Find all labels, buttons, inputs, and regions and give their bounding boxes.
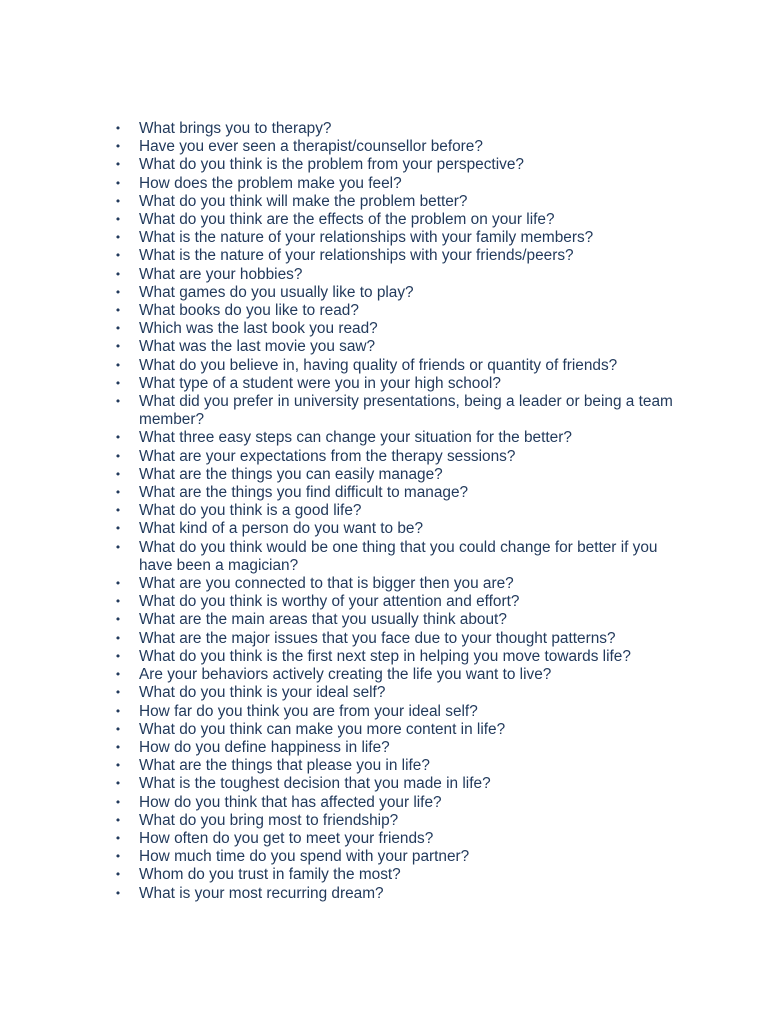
question-text: What is your most recurring dream? xyxy=(139,884,384,902)
bullet-icon: • xyxy=(114,886,122,900)
list-item xyxy=(0,539,684,575)
question-text: What are the things that please you in life? xyxy=(139,757,430,775)
question-text: What is the nature of your relationships with your family members? xyxy=(139,229,594,247)
bullet-icon: • xyxy=(114,831,122,845)
bullet-icon: • xyxy=(114,795,122,809)
list-item xyxy=(0,721,684,739)
question-text: What do you think are the effects of the problem on your life? xyxy=(139,211,555,229)
question-text: Whom do you trust in family the most? xyxy=(139,866,401,884)
bullet-icon: • xyxy=(114,267,122,281)
bullet-icon: • xyxy=(114,376,122,390)
list-item xyxy=(0,229,684,247)
question-text: What kind of a person do you want to be? xyxy=(139,520,424,538)
question-text: What do you think is your ideal self? xyxy=(139,684,386,702)
bullet-icon: • xyxy=(114,322,122,336)
bullet-icon: • xyxy=(114,194,122,208)
question-text: Are your behaviors actively creating the life you want to live? xyxy=(139,666,552,684)
question-text: How far do you think you are from your ideal self? xyxy=(139,702,478,720)
list-item xyxy=(0,520,684,538)
question-list xyxy=(0,120,768,903)
list-item xyxy=(0,393,684,429)
list-item xyxy=(0,866,684,884)
bullet-icon: • xyxy=(114,595,122,609)
list-item xyxy=(0,466,684,484)
list-item xyxy=(0,794,684,812)
bullet-icon: • xyxy=(114,704,122,718)
question-text: What is the nature of your relationships with your friends/peers? xyxy=(139,247,574,265)
list-item xyxy=(0,848,684,866)
question-text: What books do you like to read? xyxy=(139,302,359,320)
list-item xyxy=(0,739,684,757)
list-item xyxy=(0,284,684,302)
list-item xyxy=(0,175,684,193)
bullet-icon: • xyxy=(114,158,122,172)
question-text: What are your expectations from the therapy sessions? xyxy=(139,447,516,465)
bullet-icon: • xyxy=(114,613,122,627)
bullet-icon: • xyxy=(114,740,122,754)
bullet-icon: • xyxy=(114,522,122,536)
question-text: Have you ever seen a therapist/counsellor before? xyxy=(139,138,483,156)
question-text: What are you connected to that is bigger then you are? xyxy=(139,575,514,593)
list-item xyxy=(0,630,684,648)
list-item xyxy=(0,575,684,593)
list-item xyxy=(0,357,684,375)
list-item xyxy=(0,302,684,320)
list-item xyxy=(0,120,684,138)
bullet-icon: • xyxy=(114,777,122,791)
bullet-icon: • xyxy=(114,213,122,227)
list-item xyxy=(0,830,684,848)
question-text: What was the last movie you saw? xyxy=(139,338,376,356)
list-item xyxy=(0,812,684,830)
list-item xyxy=(0,703,684,721)
bullet-icon: • xyxy=(114,631,122,645)
question-text: What do you think will make the problem better? xyxy=(139,192,468,210)
list-item xyxy=(0,429,684,447)
question-text: What did you prefer in university presentations, being a leader or being a team member? xyxy=(139,393,673,429)
bullet-icon: • xyxy=(114,395,122,409)
question-text: What do you think would be one thing that you could change for better if you have been a magician? xyxy=(139,538,658,574)
bullet-icon: • xyxy=(114,358,122,372)
question-text: How much time do you spend with your partner? xyxy=(139,848,470,866)
question-text: What do you think is worthy of your attention and effort? xyxy=(139,593,520,611)
list-item xyxy=(0,448,684,466)
list-item xyxy=(0,684,684,702)
list-item xyxy=(0,320,684,338)
bullet-icon: • xyxy=(114,449,122,463)
list-item xyxy=(0,266,684,284)
list-item xyxy=(0,885,684,903)
question-text: What are the things you can easily manage? xyxy=(139,465,443,483)
bullet-icon: • xyxy=(114,231,122,245)
question-text: What three easy steps can change your situation for the better? xyxy=(139,429,572,447)
question-text: How do you think that has affected your life? xyxy=(139,793,442,811)
bullet-icon: • xyxy=(114,577,122,591)
question-text: What are the major issues that you face due to your thought patterns? xyxy=(139,629,616,647)
question-text: What do you believe in, having quality of friends or quantity of friends? xyxy=(139,356,618,374)
list-item xyxy=(0,338,684,356)
question-text: What games do you usually like to play? xyxy=(139,283,414,301)
bullet-icon: • xyxy=(114,868,122,882)
list-item xyxy=(0,775,684,793)
bullet-icon: • xyxy=(114,486,122,500)
question-text: What do you bring most to friendship? xyxy=(139,811,399,829)
list-item xyxy=(0,375,684,393)
question-text: How often do you get to meet your friends? xyxy=(139,829,434,847)
list-item xyxy=(0,502,684,520)
list-item xyxy=(0,211,684,229)
bullet-icon: • xyxy=(114,467,122,481)
bullet-icon: • xyxy=(114,540,122,554)
question-text: How does the problem make you feel? xyxy=(139,174,402,192)
list-item xyxy=(0,193,684,211)
bullet-icon: • xyxy=(114,759,122,773)
question-text: How do you define happiness in life? xyxy=(139,738,390,756)
question-text: What are the things you find difficult to manage? xyxy=(139,484,469,502)
list-item xyxy=(0,247,684,265)
question-text: What do you think is a good life? xyxy=(139,502,362,520)
list-item xyxy=(0,666,684,684)
question-text: What is the toughest decision that you made in life? xyxy=(139,775,491,793)
list-item xyxy=(0,611,684,629)
bullet-icon: • xyxy=(114,249,122,263)
bullet-icon: • xyxy=(114,122,122,135)
question-text: What are the main areas that you usually think about? xyxy=(139,611,507,629)
bullet-icon: • xyxy=(114,285,122,299)
bullet-icon: • xyxy=(114,176,122,190)
bullet-icon: • xyxy=(114,340,122,354)
question-text: What do you think is the problem from your perspective? xyxy=(139,156,524,174)
question-text: What are your hobbies? xyxy=(139,265,303,283)
list-item xyxy=(0,593,684,611)
bullet-icon: • xyxy=(114,686,122,700)
bullet-icon: • xyxy=(114,431,122,445)
bullet-icon: • xyxy=(114,304,122,318)
question-text: What do you think can make you more content in life? xyxy=(139,720,506,738)
question-text: Which was the last book you read? xyxy=(139,320,378,338)
bullet-icon: • xyxy=(114,668,122,682)
list-item xyxy=(0,648,684,666)
bullet-icon: • xyxy=(114,504,122,518)
list-item xyxy=(0,138,684,156)
bullet-icon: • xyxy=(114,722,122,736)
list-item xyxy=(0,757,684,775)
bullet-icon: • xyxy=(114,649,122,663)
question-text: What do you think is the first next step in helping you move towards life? xyxy=(139,647,631,665)
list-item xyxy=(0,484,684,502)
bullet-icon: • xyxy=(114,850,122,864)
list-item xyxy=(0,156,684,174)
question-text: What brings you to therapy? xyxy=(139,120,332,137)
bullet-icon: • xyxy=(114,813,122,827)
question-text: What type of a student were you in your high school? xyxy=(139,374,501,392)
bullet-icon: • xyxy=(114,140,122,154)
